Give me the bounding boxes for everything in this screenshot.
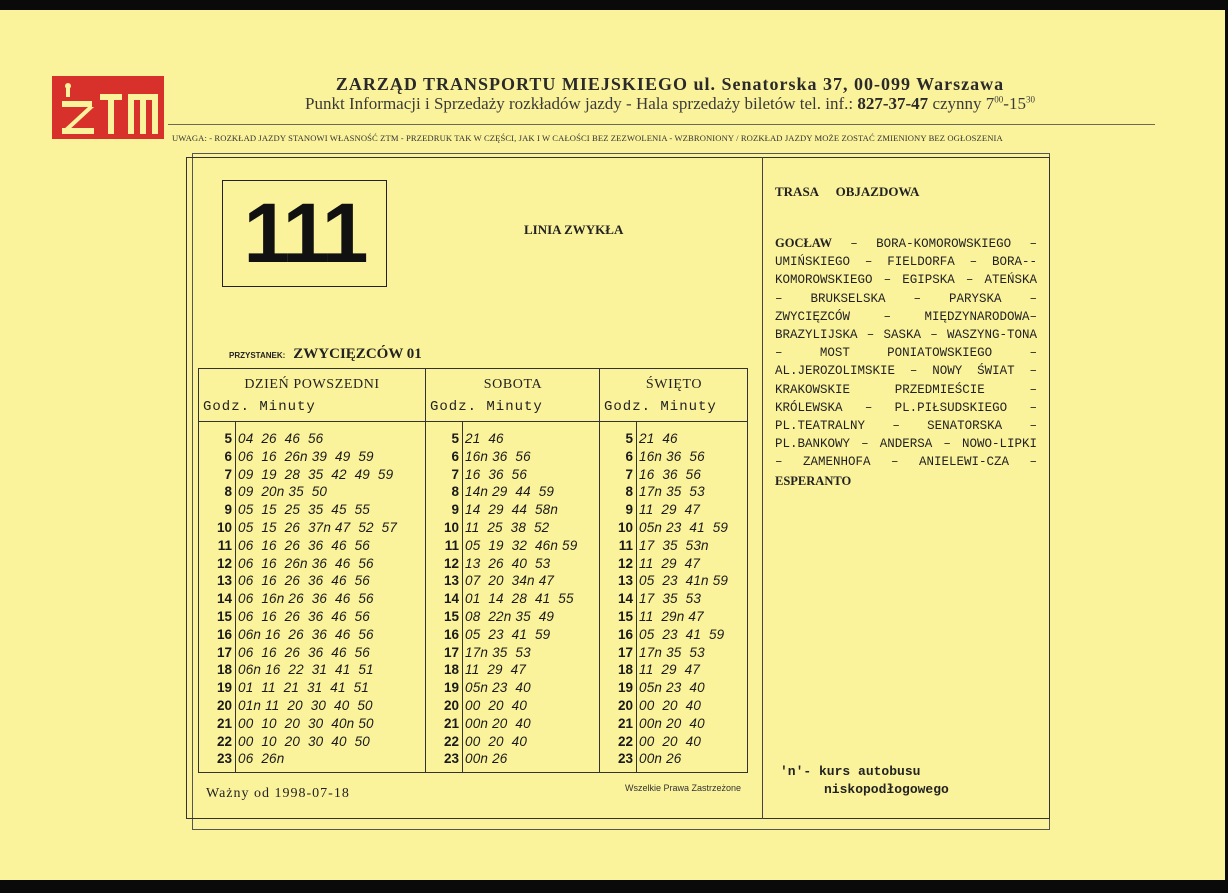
- legend-note: [780, 763, 949, 799]
- minutes-cell: 06 16n 26 36 46 56: [238, 591, 374, 607]
- timetable-row: [600, 698, 748, 716]
- timetable-row: [199, 716, 425, 734]
- header-rule: [426, 421, 600, 422]
- hour-cell: 7: [224, 466, 232, 482]
- minutes-cell: 05 23 41 59: [465, 626, 551, 642]
- hour-cell: 22: [617, 733, 633, 749]
- hour-cell: 20: [443, 697, 459, 713]
- timetable-row: [426, 645, 600, 663]
- hour-cell: 17: [216, 644, 232, 660]
- column-subheader: Godz. Minuty: [604, 399, 717, 415]
- minutes-cell: 06n 16 22 31 41 51: [238, 662, 374, 678]
- timetable-row: [426, 627, 600, 645]
- hour-cell: 12: [617, 555, 633, 571]
- header-divider: [168, 124, 1155, 125]
- hour-cell: 17: [617, 644, 633, 660]
- minutes-cell: 06 16 26n 36 46 56: [238, 555, 374, 571]
- timetable-table: [198, 368, 748, 773]
- minutes-cell: 01 11 21 31 41 51: [238, 680, 370, 696]
- minutes-cell: 09 20n 35 50: [238, 484, 328, 500]
- hour-cell: 18: [617, 662, 633, 678]
- timetable-row: [426, 449, 600, 467]
- rights-reserved: Wszelkie Prawa Zastrzeżone: [625, 783, 742, 793]
- hour-cell: 20: [617, 697, 633, 713]
- header-title: ZARZĄD TRANSPORTU MIEJSKIEGO ul. Senatorska 37, 00-099 Warszawa: [335, 74, 1005, 94]
- timetable-row: [600, 573, 748, 591]
- hour-cell: 14: [617, 591, 633, 607]
- minutes-cell: 17n 35 53: [465, 644, 531, 660]
- timetable-row: [199, 662, 425, 680]
- timetable-row: [199, 538, 425, 556]
- column-title: ŚWIĘTO: [645, 377, 703, 392]
- timetable-rows: [600, 431, 748, 769]
- timetable-row: [426, 538, 600, 556]
- hour-cell: 8: [625, 484, 633, 500]
- hour-cell: 21: [216, 715, 232, 731]
- minutes-cell: 04 26 46 56: [238, 431, 324, 446]
- hour-cell: 21: [443, 715, 459, 731]
- line-type: LINIA ZWYKŁA: [524, 222, 624, 237]
- hour-cell: 7: [451, 466, 459, 482]
- minutes-cell: 06 16 26 36 46 56: [238, 573, 371, 589]
- timetable-rows: [199, 431, 425, 769]
- hour-cell: 23: [617, 751, 633, 767]
- minutes-cell: 06 16 26 36 46 56: [238, 537, 371, 553]
- timetable-row: [426, 609, 600, 627]
- stop-info: [229, 345, 422, 363]
- timetable-row: [199, 627, 425, 645]
- minutes-cell: 11 29 47: [639, 555, 701, 571]
- svg-text:ZTM: ZTM: [108, 88, 111, 89]
- minutes-cell: 00 10 20 30 40n 50: [238, 715, 374, 731]
- stop-label: PRZYSTANEK:: [229, 351, 286, 360]
- column-title: DZIEŃ POWSZEDNI: [244, 377, 380, 392]
- minutes-cell: 05 15 25 35 45 55: [238, 502, 371, 518]
- timetable-row: [199, 609, 425, 627]
- minutes-cell: 00n 26: [639, 751, 682, 767]
- minutes-cell: 17 35 53n: [639, 537, 709, 553]
- hour-cell: 19: [617, 680, 633, 696]
- hour-cell: 11: [444, 537, 459, 553]
- minutes-cell: 05n 23 41 59: [639, 519, 729, 535]
- minutes-cell: 00 20 40: [639, 733, 702, 749]
- hour-cell: 15: [443, 608, 459, 624]
- timetable-row: [199, 449, 425, 467]
- route-number: 111: [222, 180, 387, 287]
- hour-cell: 10: [216, 519, 232, 535]
- detour-route: [775, 234, 1037, 491]
- timetable-row: [600, 484, 748, 502]
- minutes-cell: 06n 16 26 36 46 56: [238, 626, 374, 642]
- timetable-row: [199, 556, 425, 574]
- minutes-cell: 06 16 26 36 46 56: [238, 608, 371, 624]
- timetable-row: [199, 698, 425, 716]
- hour-cell: 20: [216, 697, 232, 713]
- hour-cell: 6: [451, 448, 459, 464]
- minutes-cell: 00 20 40: [639, 697, 702, 713]
- timetable-row: [199, 467, 425, 485]
- hour-cell: 22: [443, 733, 459, 749]
- hour-cell: 16: [216, 626, 232, 642]
- timetable-row: [600, 556, 748, 574]
- minutes-cell: 11 29n 47: [639, 608, 704, 624]
- ztm-logo: [52, 76, 164, 139]
- frame-divider: [762, 157, 763, 819]
- minutes-cell: 11 25 38 52: [465, 519, 550, 535]
- hour-cell: 6: [224, 448, 232, 464]
- minutes-cell: 06 16 26 36 46 56: [238, 644, 371, 660]
- timetable-row: [600, 467, 748, 485]
- hour-cell: 11: [618, 537, 633, 553]
- hour-cell: 5: [224, 431, 232, 446]
- timetable-row: [426, 698, 600, 716]
- timetable-row: [426, 716, 600, 734]
- timetable-row: [426, 484, 600, 502]
- column-subheader: Godz. Minuty: [430, 399, 543, 415]
- minutes-cell: 00 20 40: [465, 733, 528, 749]
- detour-middle: – BORA-KOMOROWSKIEGO – UMIŃSKIEGO – FIELDORFA – BORA--KOMOROWSKIEGO – EGIPSKA – ATEŃSKA – BRUKSELSKA – PARYSKA – ZWYCIĘZCÓW – MIĘDZYNARODOWA–BRAZYLIJSKA – SASKA – WASZYNG-TONA – MOST PONIATOWSKIEGO – AL.JEROZOLIMSKIE – NOWY ŚWIAT – KRAKOWSKIE PRZEDMIEŚCIE – KRÓLEWSKA – PL.PIŁSUDSKIEGO – PL.TEATRALNY – SENATORSKA – PL.BANKOWY – ANDERSA – NOWO-LIPKI – ZAMENHOFA – ANIELEWI-CZA –: [775, 237, 1037, 470]
- minutes-cell: 17 35 53: [639, 591, 702, 607]
- hour-cell: 5: [451, 431, 459, 446]
- hour-cell: 16: [443, 626, 459, 642]
- hour-cell: 14: [443, 591, 459, 607]
- hour-cell: 12: [443, 555, 459, 571]
- timetable-row: [426, 502, 600, 520]
- hour-cell: 7: [625, 466, 633, 482]
- minutes-cell: 06 16 26n 39 49 59: [238, 448, 374, 464]
- timetable-row: [199, 751, 425, 769]
- timetable-column: [425, 369, 600, 772]
- legend-line-1: 'n'- kurs autobusu: [780, 764, 921, 779]
- timetable-row: [199, 734, 425, 752]
- timetable-row: [600, 502, 748, 520]
- minutes-cell: 01 14 28 41 55: [465, 591, 574, 607]
- timetable-row: [426, 467, 600, 485]
- hour-cell: 17: [443, 644, 459, 660]
- minutes-cell: 17n 35 53: [639, 484, 705, 500]
- timetable-row: [600, 591, 748, 609]
- hour-cell: 8: [451, 484, 459, 500]
- hour-cell: 8: [224, 484, 232, 500]
- hour-cell: 13: [617, 573, 633, 589]
- hour-cell: 22: [216, 733, 232, 749]
- minutes-cell: 01n 11 20 30 40 50: [238, 697, 373, 713]
- hour-cell: 21: [617, 715, 633, 731]
- timetable-row: [199, 680, 425, 698]
- hour-cell: 14: [216, 591, 232, 607]
- hour-cell: 15: [216, 608, 232, 624]
- timetable-row: [199, 591, 425, 609]
- hour-cell: 19: [443, 680, 459, 696]
- timetable-row: [600, 662, 748, 680]
- hour-cell: 16: [617, 626, 633, 642]
- valid-from: Ważny od 1998-07-18: [206, 786, 350, 801]
- hour-cell: 19: [216, 680, 232, 696]
- minutes-cell: 17n 35 53: [639, 644, 705, 660]
- hour-cell: 18: [443, 662, 459, 678]
- timetable-row: [600, 431, 748, 449]
- hour-cell: 23: [443, 751, 459, 767]
- timetable-row: [426, 662, 600, 680]
- minutes-cell: 11 29 47: [465, 662, 527, 678]
- detour-start: GOCŁAW: [775, 236, 832, 250]
- timetable-row: [199, 520, 425, 538]
- minutes-cell: 21 46: [639, 431, 678, 446]
- minutes-cell: 16 36 56: [639, 466, 702, 482]
- timetable-row: [600, 734, 748, 752]
- timetable-row: [199, 502, 425, 520]
- minutes-cell: 16 36 56: [465, 466, 528, 482]
- hour-cell: 23: [216, 751, 232, 767]
- timetable-row: [600, 449, 748, 467]
- minutes-cell: 00n 20 40: [639, 715, 705, 731]
- timetable-row: [426, 734, 600, 752]
- hour-cell: 10: [617, 519, 633, 535]
- minutes-cell: 00 20 40: [465, 697, 528, 713]
- minutes-cell: 05 23 41n 59: [639, 573, 729, 589]
- minutes-cell: 16n 36 56: [465, 448, 531, 464]
- timetable-row: [199, 645, 425, 663]
- minutes-cell: 11 29 47: [639, 662, 701, 678]
- hour-cell: 5: [625, 431, 633, 446]
- timetable-row: [199, 431, 425, 449]
- header-phone: 827-37-47: [857, 94, 929, 113]
- minutes-cell: 05 23 41 59: [639, 626, 725, 642]
- timetable-row: [600, 645, 748, 663]
- minutes-cell: 14 29 44 58n: [465, 502, 559, 518]
- minutes-cell: 05 15 26 37n 47 52 57: [238, 519, 398, 535]
- timetable-rows: [426, 431, 600, 769]
- timetable-row: [426, 573, 600, 591]
- minutes-cell: 21 46: [465, 431, 504, 446]
- hour-cell: 9: [224, 502, 232, 518]
- hour-cell: 13: [443, 573, 459, 589]
- minutes-cell: 05n 23 40: [465, 680, 531, 696]
- timetable-row: [600, 751, 748, 769]
- minutes-cell: 07 20 34n 47: [465, 573, 555, 589]
- hour-cell: 9: [625, 502, 633, 518]
- stop-name: ZWYCIĘZCÓW 01: [293, 346, 422, 362]
- timetable-row: [426, 520, 600, 538]
- timetable-row: [600, 680, 748, 698]
- hour-cell: 9: [451, 502, 459, 518]
- hour-cell: 11: [217, 537, 232, 553]
- timetable-row: [426, 591, 600, 609]
- timetable-column: [599, 369, 748, 772]
- timetable-row: [426, 680, 600, 698]
- timetable-row: [600, 716, 748, 734]
- minutes-cell: 00n 20 40: [465, 715, 531, 731]
- header-rule: [600, 421, 748, 422]
- minutes-cell: 08 22n 35 49: [465, 608, 555, 624]
- timetable-row: [600, 627, 748, 645]
- timetable-row: [600, 609, 748, 627]
- column-title: SOBOTA: [483, 377, 543, 392]
- timetable-row: [199, 573, 425, 591]
- minutes-cell: 05 19 32 46n 59: [465, 537, 578, 553]
- timetable-row: [426, 751, 600, 769]
- header-info: Punkt Informacji i Sprzedaży rozkładów jazdy - Hala sprzedaży biletów tel. inf.: 827-37-47 czynny $7^{00}-15^{30}$: [305, 94, 1035, 113]
- minutes-cell: 13 26 40 53: [465, 555, 551, 571]
- minutes-cell: 05n 23 40: [639, 680, 705, 696]
- minutes-cell: 00 10 20 30 40 50: [238, 733, 371, 749]
- copyright-notice: UWAGA: - ROZKŁAD JAZDY STANOWI WŁASNOŚĆ ZTM - PRZEDRUK TAK W CZĘŚCI, JAK I W CAŁOŚCI BEZ ZEZWOLENIA - WZBRONIONY / ROZKŁAD JAZDY MOŻE ZOSTAĆ ZMIENIONY BEZ OGŁOSZENIA: [172, 133, 1003, 143]
- hour-cell: 12: [216, 555, 232, 571]
- minutes-cell: 16n 36 56: [639, 448, 705, 464]
- hour-cell: 15: [617, 608, 633, 624]
- hour-cell: 18: [216, 662, 232, 678]
- minutes-cell: 09 19 28 35 42 49 59: [238, 466, 394, 482]
- detour-title: TRASA OBJAZDOWA: [775, 184, 920, 199]
- hour-cell: 10: [443, 519, 459, 535]
- timetable-row: [600, 520, 748, 538]
- legend-line-2: niskopodłogowego: [824, 782, 949, 797]
- detour-end: ESPERANTO: [775, 473, 852, 488]
- timetable-row: [199, 484, 425, 502]
- minutes-cell: 06 26n: [238, 751, 285, 767]
- column-subheader: Godz. Minuty: [203, 399, 316, 415]
- hour-cell: 13: [216, 573, 232, 589]
- timetable-row: [426, 556, 600, 574]
- minutes-cell: 11 29 47: [639, 502, 701, 518]
- timetable-row: [600, 538, 748, 556]
- timetable-row: [426, 431, 600, 449]
- minutes-cell: 14n 29 44 59: [465, 484, 555, 500]
- minutes-cell: 00n 26: [465, 751, 508, 767]
- timetable-column: [199, 369, 425, 772]
- hour-cell: 6: [625, 448, 633, 464]
- header-rule: [199, 421, 425, 422]
